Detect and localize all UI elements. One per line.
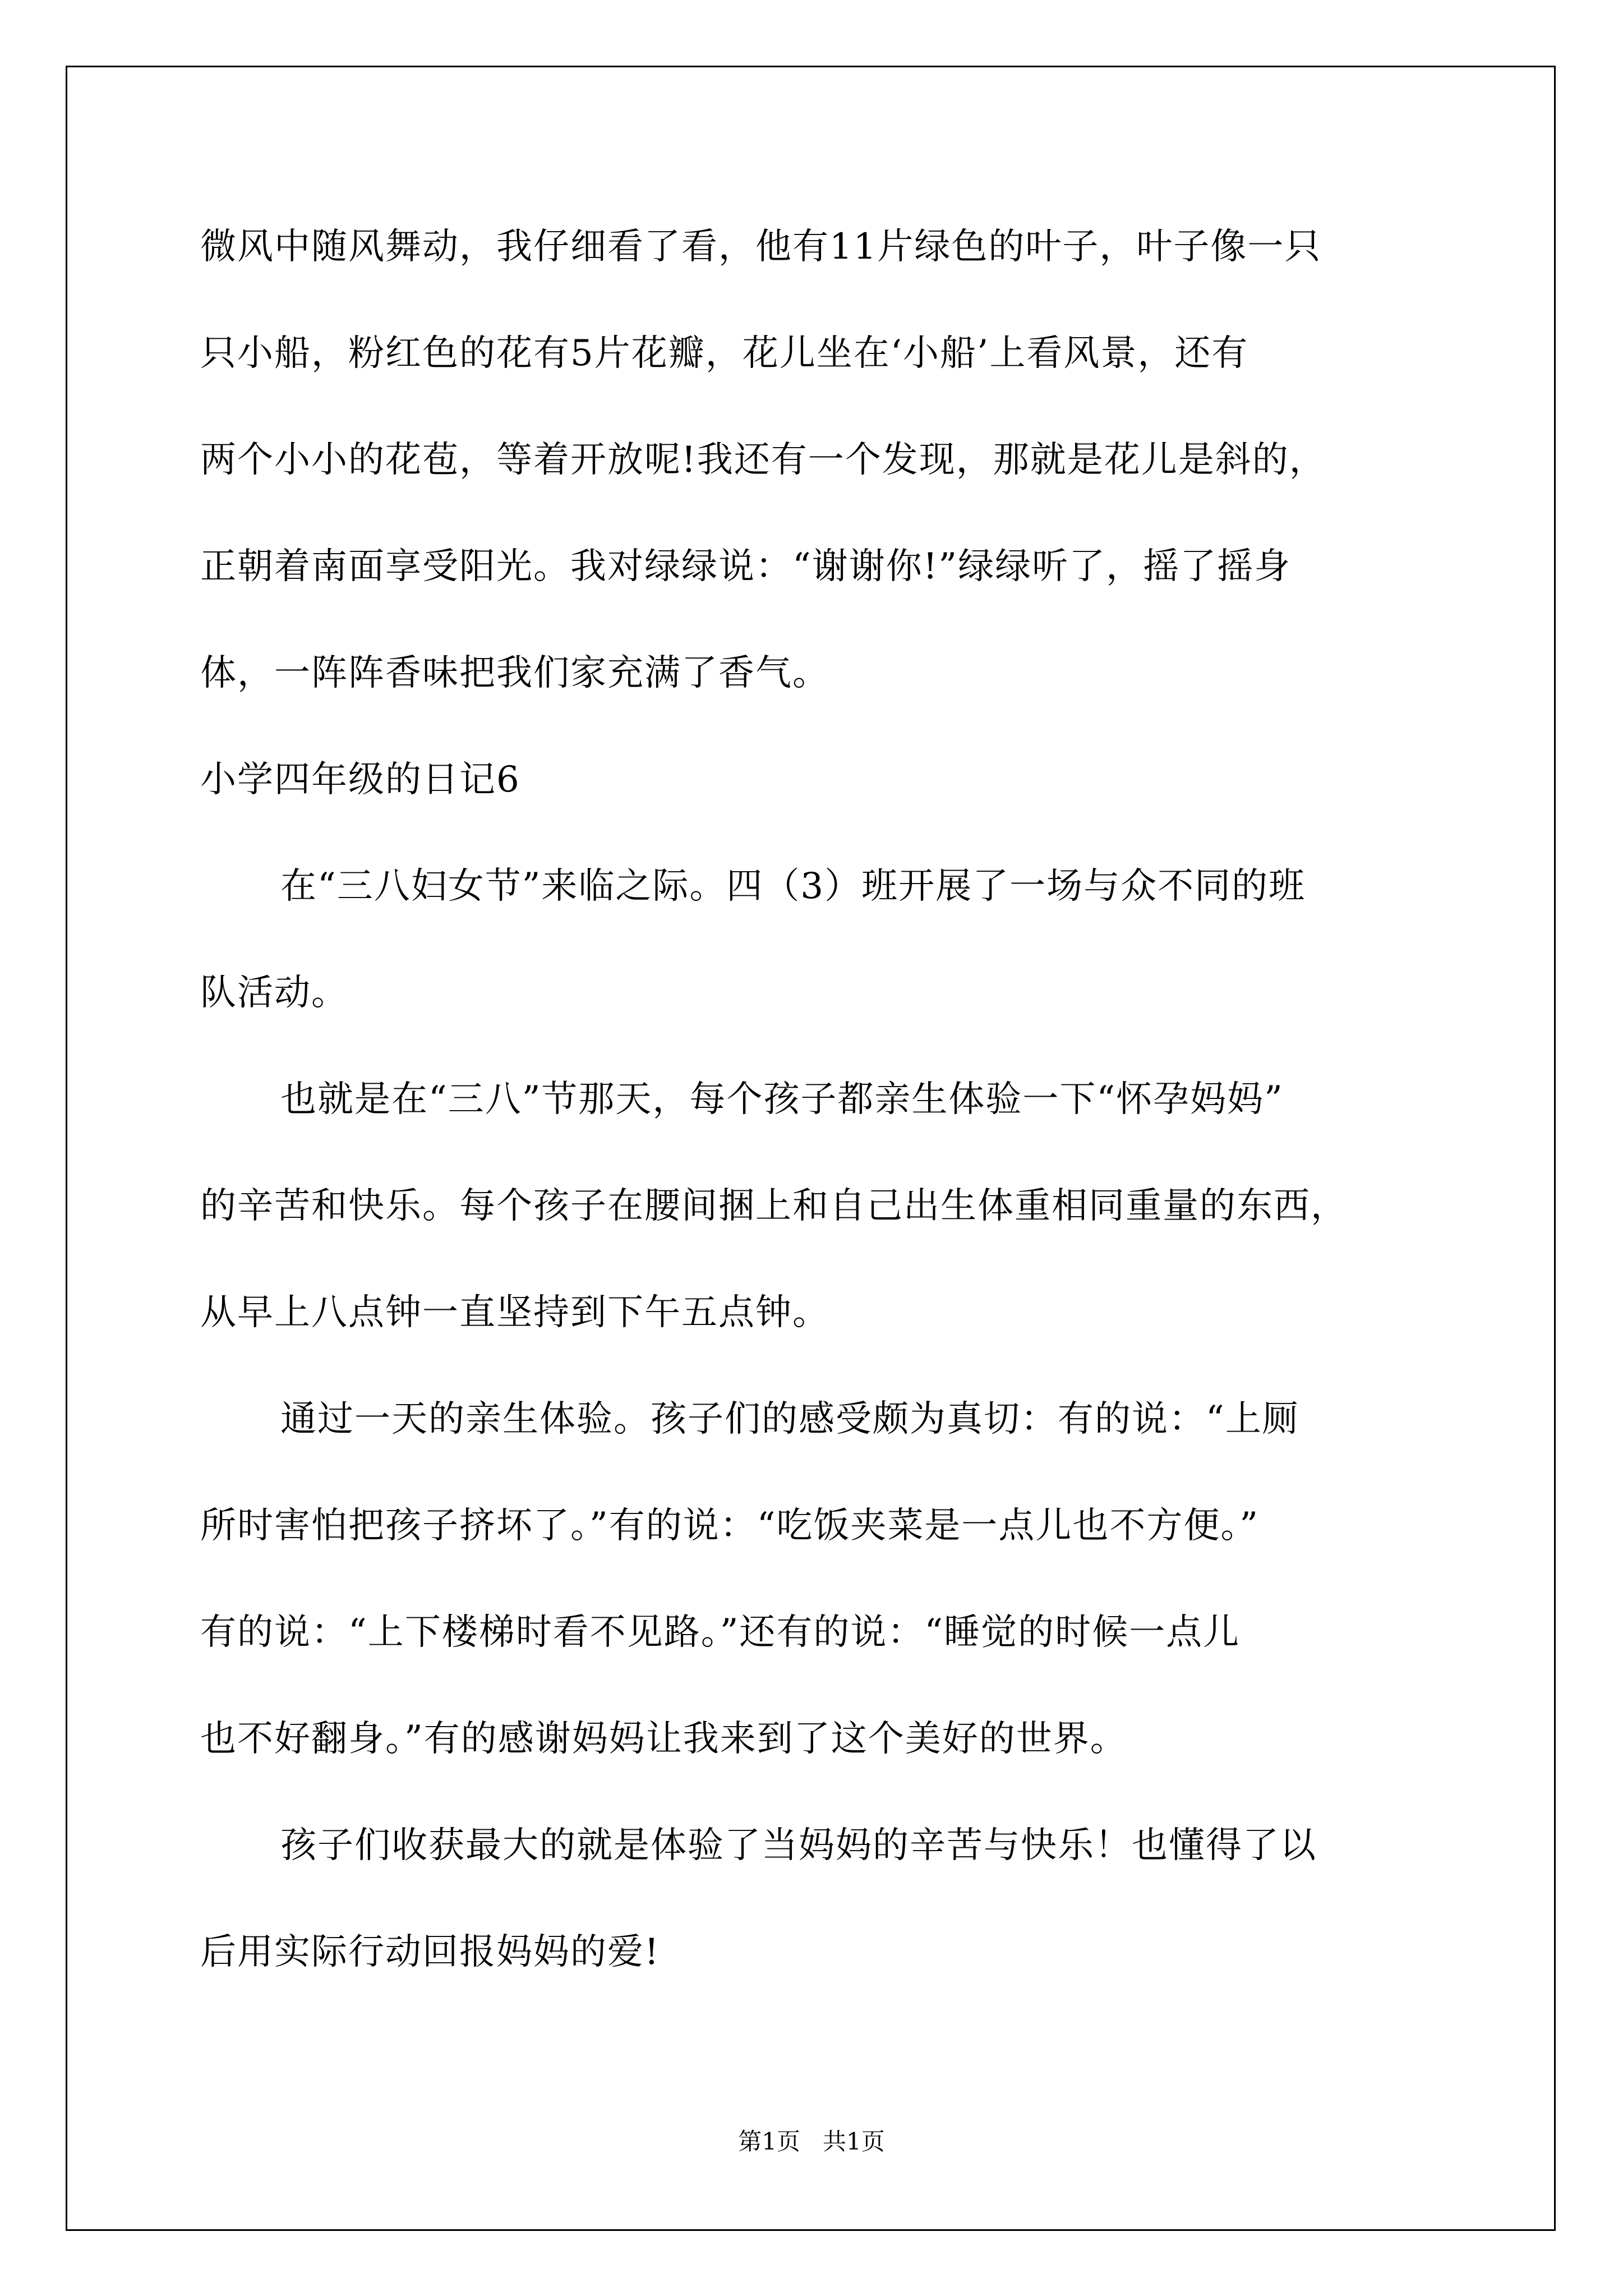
page-footer: 第1页 共1页 — [738, 2128, 885, 2155]
section-heading: 小学四年级的日记6 — [200, 759, 520, 800]
body-text-line: 从早上八点钟一直坚持到下午五点钟。 — [200, 1292, 829, 1333]
body-text-line: 在“三八妇女节”来临之际。四（3）班开展了一场与众不同的班 — [280, 866, 1306, 907]
body-text-line: 孩子们收获最大的就是体验了当妈妈的辛苦与快乐！也懂得了以 — [280, 1825, 1317, 1866]
body-text-line: 所时害怕把孩子挤坏了。”有的说：“吃饭夹菜是一点儿也不方便。” — [200, 1505, 1260, 1547]
body-text-line: 有的说：“上下楼梯时看不见路。”还有的说：“睡觉的时候一点儿 — [200, 1612, 1241, 1653]
body-text-line: 通过一天的亲生体验。孩子们的感受颇为真切：有的说：“上厕 — [280, 1398, 1299, 1440]
body-text-line: 正朝着南面享受阳光。我对绿绿说：“谢谢你!”绿绿听了，摇了摇身 — [200, 546, 1292, 587]
body-text-line: 也就是在“三八”节那天，每个孩子都亲生体验一下“怀孕妈妈” — [280, 1079, 1284, 1120]
body-text-line: 两个小小的花苞，等着开放呢!我还有一个发现，那就是花儿是斜的， — [200, 439, 1326, 481]
body-text-line: 微风中随风舞动，我仔细看了看，他有11片绿色的叶子，叶子像一只 — [200, 226, 1322, 268]
body-text-line: 后用实际行动回报妈妈的爱! — [200, 1931, 660, 1973]
body-text-line: 队活动。 — [200, 972, 348, 1014]
body-text-line: 体，一阵阵香味把我们家充满了香气。 — [200, 652, 829, 694]
body-text-line: 只小船，粉红色的花有5片花瓣，花儿坐在‘小船’上看风景，还有 — [200, 333, 1249, 374]
page-border — [66, 66, 1556, 2231]
body-text-line: 的辛苦和快乐。每个孩子在腰间捆上和自己出生体重相同重量的东西， — [200, 1185, 1348, 1227]
body-text-line: 也不好翻身。”有的感谢妈妈让我来到了这个美好的世界。 — [200, 1718, 1127, 1760]
